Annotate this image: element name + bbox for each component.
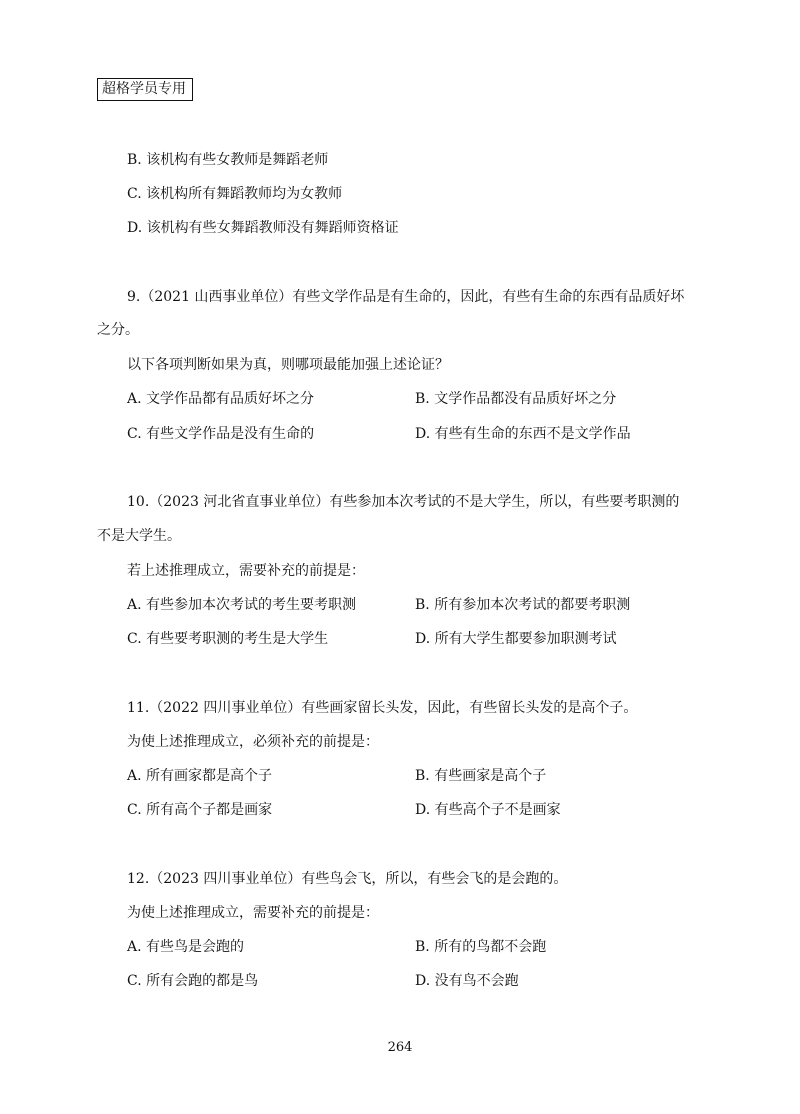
- q12-option-a: A. 有些鸟是会跑的: [127, 939, 245, 955]
- q8-option-c: C. 该机构所有舞蹈教师均为女教师: [127, 186, 343, 202]
- q10-option-a: A. 有些参加本次考试的考生要考职测: [127, 597, 357, 613]
- q12-option-d: D. 没有鸟不会跑: [415, 973, 519, 989]
- q9-option-c: C. 有些文学作品是没有生命的: [127, 426, 315, 442]
- q12-option-c: C. 所有会跑的都是鸟: [127, 973, 259, 989]
- q11-prompt: 为使上述推理成立，必须补充的前提是：: [127, 734, 379, 750]
- q9-prompt: 以下各项判断如果为真，则哪项最能加强上述论证？: [127, 357, 449, 373]
- q10-option-b: B. 所有参加本次考试的都要考职测: [415, 597, 631, 613]
- q11-option-c: C. 所有高个子都是画家: [127, 802, 273, 818]
- page-number: 264: [387, 1040, 413, 1055]
- q9-stem-line1: 9.（2021 山西事业单位）有些文学作品是有生命的，因此，有些有生命的东西有品质好坏: [127, 289, 685, 305]
- q10-stem-line1: 10.（2023 河北省直事业单位）有些参加本次考试的不是大学生，所以，有些要考职测的: [127, 494, 680, 510]
- q12-prompt: 为使上述推理成立，需要补充的前提是：: [127, 905, 379, 921]
- q10-option-c: C. 有些要考职测的考生是大学生: [127, 631, 329, 647]
- q10-prompt: 若上述推理成立，需要补充的前提是：: [127, 563, 365, 579]
- header-label: 超格学员专用: [97, 78, 193, 101]
- q9-stem-line2: 之分。: [97, 322, 139, 338]
- q9-option-a: A. 文学作品都有品质好坏之分: [127, 391, 315, 407]
- q10-stem-line2: 不是大学生。: [97, 528, 181, 544]
- q8-option-d: D. 该机构有些女舞蹈教师没有舞蹈师资格证: [127, 220, 399, 236]
- q10-option-d: D. 所有大学生都要参加职测考试: [415, 631, 617, 647]
- q12-stem: 12.（2023 四川事业单位）有些鸟会飞，所以，有些会飞的是会跑的。: [127, 871, 568, 887]
- q11-option-d: D. 有些高个子不是画家: [415, 802, 561, 818]
- q12-option-b: B. 所有的鸟都不会跑: [415, 939, 547, 955]
- q9-option-d: D. 有些有生命的东西不是文学作品: [415, 426, 631, 442]
- q11-option-b: B. 有些画家是高个子: [415, 768, 547, 784]
- q11-option-a: A. 所有画家都是高个子: [127, 768, 273, 784]
- q8-option-b: B. 该机构有些女教师是舞蹈老师: [127, 152, 329, 168]
- q9-option-b: B. 文学作品都没有品质好坏之分: [415, 391, 617, 407]
- q11-stem: 11.（2022 四川事业单位）有些画家留长头发，因此，有些留长头发的是高个子。: [127, 700, 638, 716]
